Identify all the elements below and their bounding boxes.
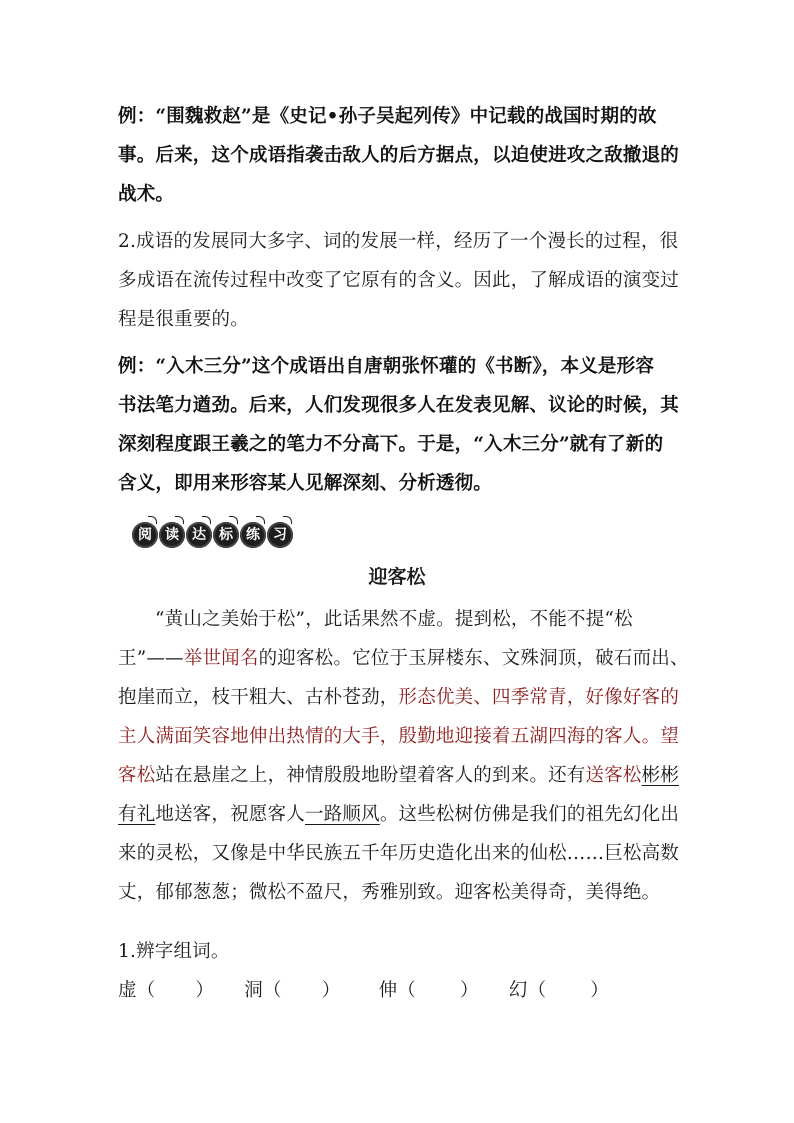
highlight-text: 望: [660, 726, 680, 747]
text-line: 抱崖而立，枝干粗大、古朴苍劲，形态优美、四季常青，好像好客的: [118, 687, 680, 708]
answer-item: 伸（ ）: [378, 980, 479, 1001]
text-line: 丈，郁郁葱葱；微松不盈尺，秀雅别致。迎客松美得奇，美得绝。: [118, 882, 661, 903]
text-line: 王”——举世闻名的迎客松。它位于玉屏楼东、文殊洞顶，破石而出、: [118, 648, 689, 669]
article-body: [118, 600, 689, 912]
example-paragraph-1: [118, 97, 678, 214]
underlined-text: 一路顺风: [305, 804, 380, 825]
article-title: 迎客松: [368, 566, 426, 588]
highlight-text: 客松: [118, 765, 156, 786]
answer-item: 洞（ ）: [244, 980, 341, 1001]
reading-practice-badge: [132, 522, 293, 548]
highlight-text: 举世闻名: [183, 648, 259, 669]
badge-char: 习: [267, 522, 293, 548]
text-line: “黄山之美始于松”，此话果然不虚。提到松，不能不提“松: [155, 609, 633, 630]
answer-item: 幻（ ）: [508, 980, 609, 1001]
answer-item: 虚（ ）: [118, 980, 215, 1001]
badge-char: 练: [240, 522, 266, 548]
question-1: [118, 932, 678, 1010]
answer-row: [118, 971, 678, 1010]
text-line: 书法笔力遒劲。后来，人们发现很多人在发表见解、议论的时候，其: [118, 395, 680, 416]
badge-char: 阅: [132, 522, 158, 548]
text-line: 有礼地送客，祝愿客人一路顺风。这些松树仿佛是我们的祖先幻化出: [118, 804, 680, 825]
badge-char: 读: [159, 522, 185, 548]
text-line: 来的灵松，又像是中华民族五千年历史造化出来的仙松……巨松高数: [118, 843, 680, 864]
text-line: 战术。: [118, 184, 175, 205]
underlined-text: 有礼: [118, 804, 156, 825]
text-line: [118, 717, 678, 756]
badge-char: 标: [213, 522, 239, 548]
text-line: 客松站在悬崖之上，神情殷殷地盼望着客人的到来。还有送客松彬彬: [118, 765, 680, 786]
highlight-text: 主人满面笑容地伸出热情的大手，殷勤地迎接着五湖四海的客人。: [118, 726, 661, 747]
text-line: 含义，即用来形容某人见解深刻、分析透彻。: [118, 473, 493, 494]
text-line: 深刻程度跟王羲之的笔力不分高下。于是，“入木三分”就有了新的: [118, 434, 664, 455]
underlined-text: 彬彬: [641, 765, 680, 786]
badge-char: 达: [186, 522, 212, 548]
text-line: 多成语在流传过程中改变了它原有的含义。因此，了解成语的演变过: [118, 270, 680, 291]
highlight-text: 送客松: [585, 765, 642, 786]
example-paragraph-2: [118, 347, 678, 503]
text-line: 例：“围魏救赵”是《史记•孙子吴起列传》中记载的战国时期的故: [118, 106, 657, 127]
text-line: 事。后来，这个成语指袭击敌人的后方据点，以迫使进攻之敌撤退的: [118, 145, 680, 166]
text-line: 程是很重要的。: [118, 309, 249, 330]
text-line: 例：“入木三分”这个成语出自唐朝张怀瓘的《书断》，本义是形容: [118, 356, 655, 377]
point-2-paragraph: [118, 222, 678, 339]
highlight-text: 形态优美、四季常青，好像好客的: [398, 687, 680, 708]
question-title: 1.辨字组词。: [118, 941, 230, 962]
text-line: 2.成语的发展同大多字、词的发展一样，经历了一个漫长的过程，很: [118, 231, 679, 252]
